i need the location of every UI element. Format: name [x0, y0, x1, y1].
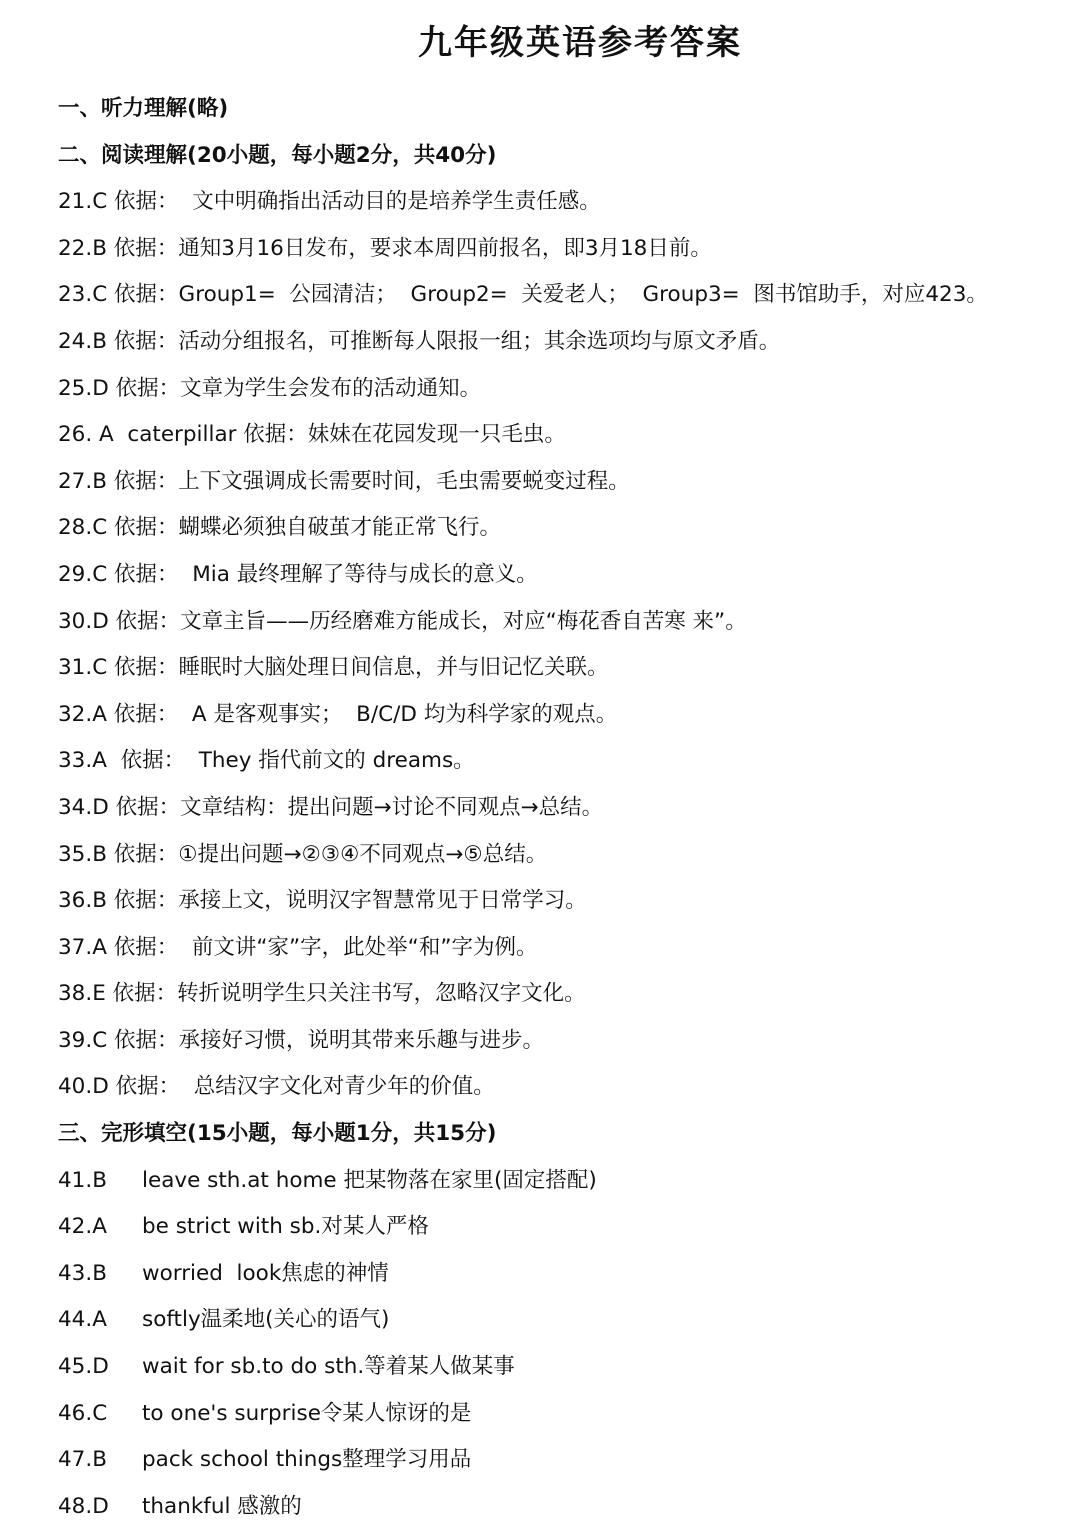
answer-explanation: 依据：文章主旨——历经磨难方能成长，对应“梅花香自苦寒 来”。 [108, 608, 747, 634]
answer-row [58, 692, 1068, 739]
answer-row [58, 1391, 1068, 1438]
answer-explanation: to one's surprise令某人惊讶的是 [142, 1400, 472, 1426]
answer-row [58, 645, 1068, 692]
answer-number: 23.C [58, 282, 108, 308]
answer-explanation: caterpillar 依据：妹妹在花园发现一只毛虫。 [113, 422, 566, 448]
answer-row [58, 272, 1068, 319]
answer-number: 30.D [58, 608, 109, 634]
section-heading-cloze: 三、完形填空(15小题，每小题1分，共15分) [58, 1121, 497, 1147]
answer-row [58, 226, 1068, 273]
answer-row [58, 1437, 1068, 1484]
answer-explanation: 依据：文章结构：提出问题→讨论不同观点→总结。 [108, 794, 604, 820]
answer-row [58, 785, 1068, 832]
answer-explanation: 依据： They 指代前文的 dreams。 [106, 748, 475, 774]
answer-row [58, 552, 1068, 599]
answer-explanation: 依据：上下文强调成长需要时间，毛虫需要蜕变过程。 [106, 468, 630, 494]
answer-row [58, 1484, 1068, 1530]
answer-number: 38.E [58, 981, 106, 1007]
answer-explanation: be strict with sb.对某人严格 [142, 1214, 429, 1240]
answer-row [58, 599, 1068, 646]
answer-row [58, 832, 1068, 879]
answer-explanation: 依据：蝴蝶必须独自破茧才能正常飞行。 [107, 515, 502, 541]
answer-explanation: softly温柔地(关心的语气) [142, 1307, 390, 1333]
answer-number: 45.D [58, 1354, 109, 1380]
answer-row [58, 878, 1068, 925]
answer-explanation: 依据：通知3月16日发布，要求本周四前报名，即3月18日前。 [106, 235, 712, 261]
answer-number: 40.D [58, 1074, 109, 1100]
answer-row [58, 925, 1068, 972]
answer-row [58, 412, 1068, 459]
answer-row [58, 505, 1068, 552]
answer-number: 48.D [58, 1493, 109, 1519]
section-heading-listening: 一、听力理解(略) [58, 96, 229, 121]
answer-explanation: 依据： 文中明确指出活动目的是培养学生责任感。 [107, 189, 601, 215]
answer-number: 26. A [58, 422, 114, 448]
answer-explanation: 依据： Mia 最终理解了等待与成长的意义。 [107, 561, 538, 587]
answer-number: 36.B [58, 888, 107, 914]
answer-explanation: 依据：睡眠时大脑处理日间信息，并与旧记忆关联。 [107, 655, 609, 681]
answer-explanation: 依据： A 是客观事实； B/C/D 均为科学家的观点。 [106, 701, 618, 727]
answer-number: 35.B [58, 841, 107, 867]
answer-explanation: leave sth.at home 把某物落在家里(固定搭配) [142, 1167, 597, 1193]
answer-explanation: 依据：转折说明学生只关注书写，忽略汉字文化。 [105, 981, 586, 1007]
section-heading-reading: 二、阅读理解(20小题，每小题2分，共40分) [58, 142, 497, 168]
answer-explanation: 依据：承接好习惯，说明其带来乐趣与进步。 [107, 1027, 545, 1053]
answer-row [58, 1204, 1068, 1251]
page-title: 九年级英语参考答案 [418, 23, 742, 63]
answer-number: 25.D [58, 375, 109, 401]
answer-number: 22.B [58, 235, 107, 261]
answer-row [58, 1297, 1068, 1344]
answer-number: 29.C [58, 561, 108, 587]
answer-explanation: 依据：活动分组报名，可推断每人限报一组；其余选项均与原文矛盾。 [106, 328, 781, 354]
answer-number: 42.A [58, 1214, 107, 1240]
answer-number: 43.B [58, 1260, 107, 1286]
answer-row [58, 459, 1068, 506]
answer-row [58, 1344, 1068, 1391]
answer-row [58, 971, 1068, 1018]
answer-number: 24.B [58, 328, 107, 354]
answer-explanation: worried look焦虑的神情 [142, 1260, 389, 1286]
answer-number: 33.A [58, 748, 107, 774]
answer-number: 32.A [58, 701, 107, 727]
answer-number: 44.A [58, 1307, 107, 1333]
answer-row [58, 1018, 1068, 1065]
answer-number: 21.C [58, 189, 108, 215]
answer-explanation: 依据： 总结汉字文化对青少年的价值。 [108, 1074, 495, 1100]
answer-explanation: 依据：Group1= 公园清洁； Group2= 关爱老人； Group3= 图书馆助手，对应423。 [107, 282, 988, 308]
answer-row [58, 1251, 1068, 1298]
answer-number: 34.D [58, 794, 109, 820]
answer-row [58, 1158, 1068, 1205]
answer-number: 39.C [58, 1027, 108, 1053]
answer-explanation: 依据：承接上文，说明汉字智慧常见于日常学习。 [106, 888, 587, 914]
answer-explanation: 依据：①提出问题→②③④不同观点→⑤总结。 [106, 841, 548, 867]
answer-row [58, 366, 1068, 413]
answer-row [58, 179, 1068, 226]
answer-number: 37.A [58, 934, 107, 960]
answer-explanation: thankful 感激的 [142, 1493, 302, 1519]
answer-explanation: pack school things整理学习用品 [142, 1447, 472, 1473]
answer-number: 47.B [58, 1447, 107, 1473]
answer-row [58, 1064, 1068, 1111]
answer-explanation: wait for sb.to do sth.等着某人做某事 [142, 1354, 515, 1380]
answer-list [58, 86, 1068, 1530]
answer-number: 28.C [58, 515, 108, 541]
answer-row [58, 738, 1068, 785]
answer-explanation: 依据：文章为学生会发布的活动通知。 [108, 375, 482, 401]
answer-number: 46.C [58, 1400, 108, 1426]
answer-number: 31.C [58, 655, 108, 681]
answer-row [58, 319, 1068, 366]
answer-number: 27.B [58, 468, 107, 494]
answer-explanation: 依据： 前文讲“家”字，此处举“和”字为例。 [106, 934, 538, 960]
answer-number: 41.B [58, 1167, 107, 1193]
